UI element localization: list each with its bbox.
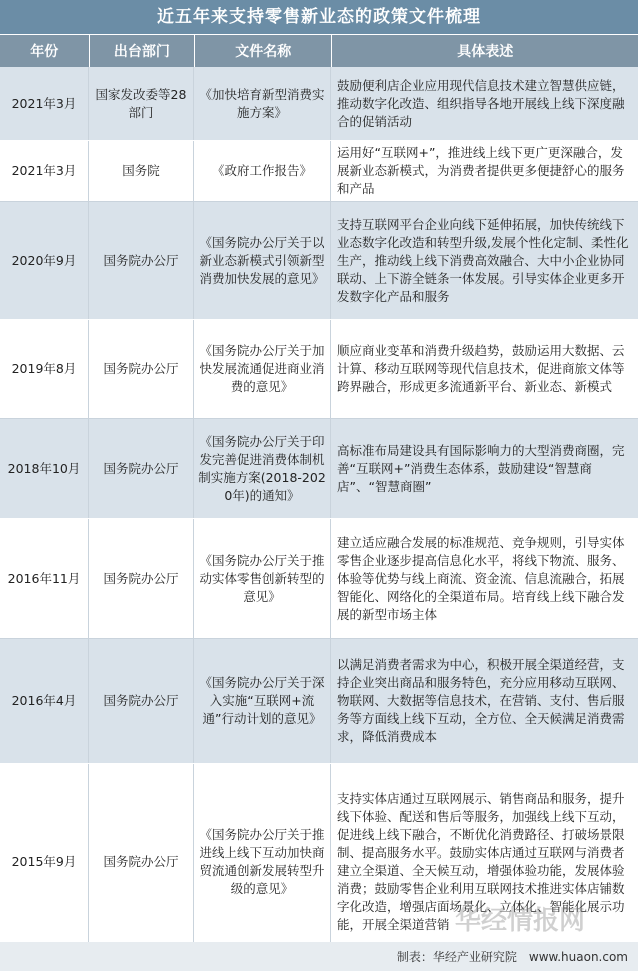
table-footer [0, 942, 638, 971]
desc-cell: 支持实体店通过互联网展示、销售商品和服务，提升线下体验、配送和售后等服务，加强线上线下互动，促进线上线下融合，不断优化消费路径、打破场景限制、提高服务水平。鼓励实体店通过互联网与消费者建立全渠道、全天候互动，增强体验功能，发展体验消费；鼓励零售企业利用互联网技术推进实体店铺数字化改造，增强店面场景化、立体化、智能化展示功能，开展全渠道营销 [337, 791, 625, 932]
dept-cell: 国务院办公厅 [89, 764, 194, 960]
doc-cell: 《政府工作报告》 [194, 141, 331, 201]
dept-cell: 国务院办公厅 [89, 519, 194, 638]
year-cell: 2021年3月 [0, 67, 89, 140]
doc-cell: 《加快培育新型消费实施方案》 [194, 67, 331, 140]
doc-cell: 《国务院办公厅关于深入实施“互联网+流通”行动计划的意见》 [194, 639, 331, 763]
doc-cell: 《国务院办公厅关于加快发展流通促进商业消费的意见》 [194, 320, 331, 418]
doc-cell: 《国务院办公厅关于推进线上线下互动加快商贸流通创新发展转型升级的意见》 [194, 764, 331, 960]
doc-cell: 《国务院办公厅关于印发完善促进消费体制机制实施方案(2018-2020年)的通知》 [194, 419, 331, 518]
desc-cell: 支持互联网平台企业向线下延伸拓展，加快传统线下业态数字化改造和转型升级,发展个性化定制、柔性化生产，推动线上线下消费高效融合、大中小企业协同联动、上下游全链条一体发展。引导实体企业更多开发数字化产品和服务 [337, 216, 629, 304]
header-dept: 出台部门 [90, 35, 196, 67]
table-title: 近五年来支持零售新业态的政策文件梳理 [0, 0, 638, 34]
table-row [0, 419, 638, 519]
header-doc: 文件名称 [195, 35, 332, 67]
year-cell: 2016年11月 [0, 519, 89, 638]
desc-cell: 以满足消费者需求为中心，积极开展全渠道经营，支持企业突出商品和服务特色，充分应用移动互联网、物联网、大数据等信息技术，在营销、支付、售后服务等方面线上线下互动，全方位、全天候满足消费需求，降低消费成本 [337, 657, 625, 744]
table-row [0, 320, 638, 419]
year-cell: 2016年4月 [0, 639, 89, 763]
year-cell: 2021年3月 [0, 141, 89, 201]
dept-cell: 国务院办公厅 [89, 320, 194, 418]
watermark-logo: 华经情报网 [455, 906, 586, 936]
table-header [0, 34, 638, 67]
year-cell: 2019年8月 [0, 320, 89, 418]
desc-cell: 顺应商业变革和消费升级趋势，鼓励运用大数据、云计算、移动互联网等现代信息技术，促进商旅文体等跨界融合，形成更多流通新平台、新业态、新模式 [337, 343, 625, 394]
table-row [0, 202, 638, 320]
table-row [0, 519, 638, 639]
dept-cell: 国务院办公厅 [89, 202, 194, 319]
dept-cell: 国家发改委等28部门 [89, 67, 194, 140]
table-row [0, 764, 638, 961]
table-row [0, 141, 638, 202]
dept-cell: 国务院办公厅 [89, 419, 194, 518]
header-desc: 具体表述 [457, 44, 514, 60]
doc-cell: 《国务院办公厅关于推动实体零售创新转型的意见》 [194, 519, 331, 638]
footer-maker: 制表：华经产业研究院 [396, 950, 517, 964]
footer-site: www.huaon.com [528, 949, 628, 964]
table-row [0, 67, 638, 141]
year-cell: 2020年9月 [0, 202, 89, 319]
year-cell: 2018年10月 [0, 419, 89, 518]
doc-cell: 《国务院办公厅关于以新业态新模式引领新型消费加快发展的意见》 [194, 202, 331, 319]
dept-cell: 国务院办公厅 [89, 639, 194, 763]
header-year: 年份 [0, 35, 90, 67]
desc-cell: 鼓励便利店企业应用现代信息技术建立智慧供应链，推动数字化改造、组织指导各地开展线上线下深度融合的促销活动 [337, 77, 625, 129]
table-body [0, 67, 638, 961]
dept-cell: 国务院 [89, 141, 194, 201]
year-cell: 2015年9月 [0, 764, 89, 960]
desc-cell: 建立适应融合发展的标准规范、竞争规则，引导实体零售企业逐步提高信息化水平，将线下物流、服务、体验等优势与线上商流、资金流、信息流融合，拓展智能化、网络化的全渠道布局。培育线上线下融合发展的新型市场主体 [337, 534, 625, 622]
table-row [0, 639, 638, 764]
desc-cell: 高标准布局建设具有国际影响力的大型消费商圈，完善“互联网+”消费生态体系，鼓励建设“智慧商店”、“智慧商圈” [337, 442, 625, 494]
desc-cell: 运用好“互联网+”，推进线上线下更广更深融合，发展新业态新模式，为消费者提供更多便捷舒心的服务和产品 [337, 145, 625, 196]
